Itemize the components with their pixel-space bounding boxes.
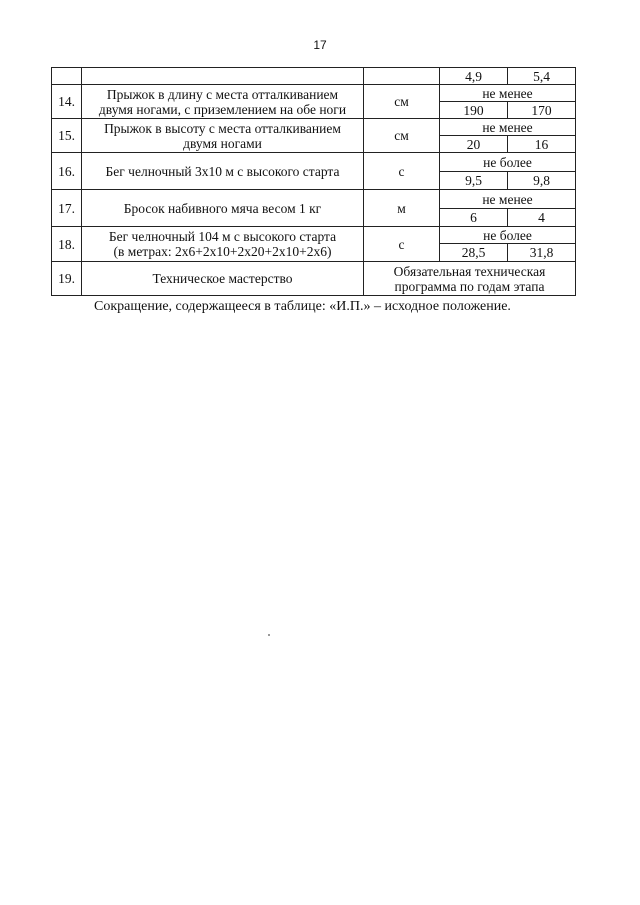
condition-cell: не более	[440, 227, 576, 244]
table-row	[52, 153, 576, 172]
exercise-name: Бег челночный 3х10 м с высокого старта	[82, 153, 364, 190]
cell-empty	[364, 68, 440, 85]
row-number: 19.	[52, 262, 82, 296]
value-a-cell: 28,5	[440, 244, 508, 262]
condition-cell: не менее	[440, 119, 576, 136]
requirement-cell	[364, 262, 576, 296]
exercise-name-line: Прыжок в длину с места отталкиванием	[106, 86, 339, 102]
exercise-name-line: Прыжок в высоту с места отталкиванием	[104, 120, 341, 136]
row-number: 16.	[52, 153, 82, 190]
value-b-cell: 9,8	[508, 172, 576, 190]
condition-cell: не менее	[440, 190, 576, 209]
value-b-cell: 170	[508, 102, 576, 119]
exercise-name: Бросок набивного мяча весом 1 кг	[82, 190, 364, 227]
exercise-name	[82, 227, 364, 262]
condition-cell: не более	[440, 153, 576, 172]
cell-empty	[52, 68, 82, 85]
row-number: 15.	[52, 119, 82, 153]
condition-cell: не менее	[440, 85, 576, 102]
norms-table	[51, 67, 576, 296]
row-number: 17.	[52, 190, 82, 227]
exercise-name	[82, 85, 364, 119]
value-a-cell: 20	[440, 136, 508, 153]
cell-empty	[82, 68, 364, 85]
unit-cell: с	[364, 153, 440, 190]
exercise-name-line: (в метрах: 2х6+2х10+2х20+2х10+2х6)	[113, 244, 332, 259]
value-a-cell: 6	[440, 209, 508, 227]
value-b-cell: 4	[508, 209, 576, 227]
unit-cell: см	[364, 85, 440, 119]
table-row	[52, 119, 576, 136]
table-row	[52, 262, 576, 296]
table-row	[52, 190, 576, 209]
row-number: 14.	[52, 85, 82, 119]
unit-cell: м	[364, 190, 440, 227]
table-row-continuation	[52, 68, 576, 85]
row-number: 18.	[52, 227, 82, 262]
table-row	[52, 227, 576, 244]
value-b-cell: 5,4	[508, 68, 576, 85]
exercise-name: Техническое мастерство	[82, 262, 364, 296]
exercise-name	[82, 119, 364, 153]
exercise-name-line: Бег челночный 104 м с высокого старта	[108, 229, 337, 244]
value-b-cell: 31,8	[508, 244, 576, 262]
requirement-line: программа по годам этапа	[394, 278, 545, 294]
value-a-cell: 190	[440, 102, 508, 119]
unit-cell: см	[364, 119, 440, 153]
exercise-name-line: двумя ногами, с приземлением на обе ноги	[98, 101, 347, 117]
unit-cell: с	[364, 227, 440, 262]
abbreviation-note: Сокращение, содержащееся в таблице: «И.П.» – исходное положение.	[94, 299, 511, 314]
scan-speck	[268, 634, 270, 636]
value-a-cell: 9,5	[440, 172, 508, 190]
value-a-cell: 4,9	[440, 68, 508, 85]
table-row	[52, 85, 576, 102]
requirement-line: Обязательная техническая	[393, 263, 546, 279]
exercise-name-line: двумя ногами	[183, 135, 262, 151]
value-b-cell: 16	[508, 136, 576, 153]
page-number: 17	[313, 38, 327, 52]
